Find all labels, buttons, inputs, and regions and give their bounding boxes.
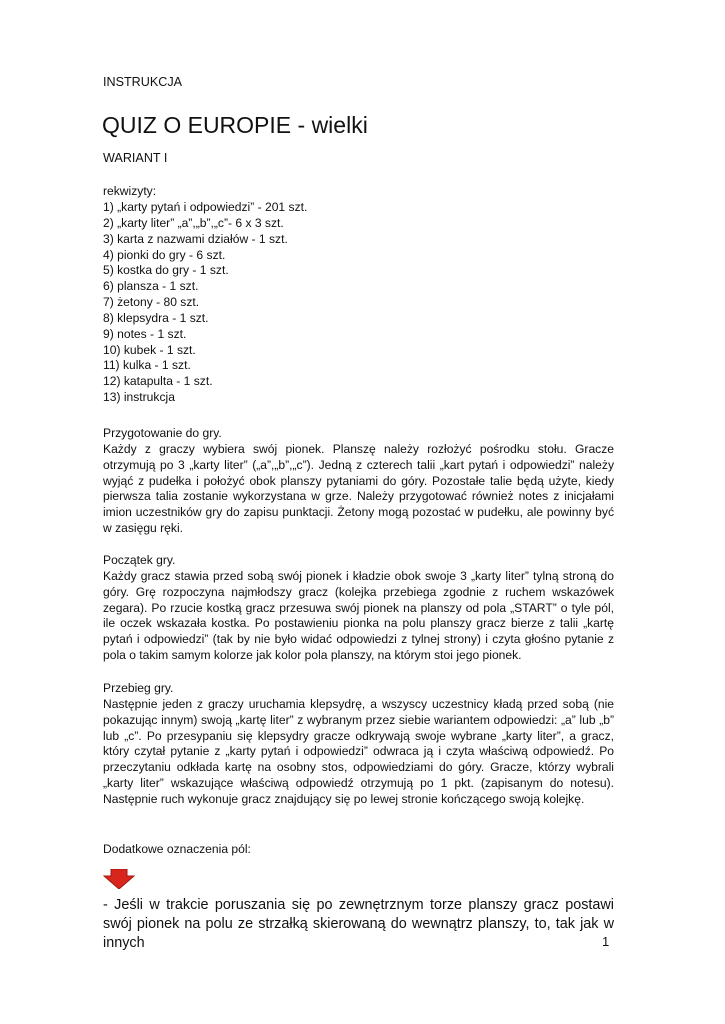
extra-fields-heading: Dodatkowe oznaczenia pól: xyxy=(103,842,251,856)
list-item: 12) katapulta - 1 szt. xyxy=(103,374,213,389)
list-item: 3) karta z nazwami działów - 1 szt. xyxy=(103,231,288,246)
list-item: 8) klepsydra - 1 szt. xyxy=(103,310,209,325)
preparation-text: Każdy z graczy wybiera swój pionek. Planszę należy rozłożyć pośrodku stołu. Gracze otrzymują po 3 „karty liter” („a”,„b”,„c”). Jedną z czterech talii „kart pytań i odpowiedzi” należy wyjąć z pudełka i położyć obok planszy pytaniami do góry. Pozostałe talie będą użyte, kiedy pierwsza talia zostanie wykorzystana w grze. Należy przygotować również notes z inicjałami imion uczestników gry do zapisu punktacji. Żetony mogą pozostać w pudełku, ale powinny być w zasięgu ręki. xyxy=(103,441,614,536)
course-text: Następnie jeden z graczy uruchamia klepsydrę, a wszyscy uczestnicy kładą przed sobą (nie pokazując innym) swoją „kartę liter” z wybranym przez siebie wariantem odpowiedzi: „a” lub „b” lub „c”. Po przesypaniu się klepsydry gracze odkrywają swoje wybrane „karty liter”, a gracz, który czytał pytanie z „karty pytań i odpowiedzi” odwraca ją i czyta właściwą odpowiedź. Po przeczytaniu odkłada kartę na osobny stos, odpowiedziami do góry. Gracze, którzy wybrali „karty liter” wskazujące właściwą odpowiedź otrzymują po 1 pkt. (zapisanym do notesu). Następnie ruch wykonuje gracz znajdujący się po lewej stronie kończącego swoją kolejkę. xyxy=(103,696,614,806)
props-heading: rekwizyty: xyxy=(103,184,157,198)
list-item: 13) instrukcja xyxy=(103,390,175,405)
arrow-field-description: - Jeśli w trakcie poruszania się po zewnętrznym torze planszy gracz postawi swój pionek na polu ze strzałką skierowaną do wewnątrz planszy, to, tak jak w innych xyxy=(103,897,614,951)
list-item: 2) „karty liter” „a”,„b”,„c”- 6 x 3 szt. xyxy=(103,215,284,230)
list-item: 7) żetony - 80 szt. xyxy=(103,295,200,310)
preparation-section xyxy=(103,426,614,537)
list-item: 1) „karty pytań i odpowiedzi” - 201 szt. xyxy=(103,200,308,214)
course-heading: Przebieg gry. xyxy=(103,681,174,695)
page-number: 1 xyxy=(602,934,610,949)
start-text: Każdy gracz stawia przed sobą swój pionek i kładzie obok swoje 3 „karty liter” tylną stroną do góry. Grę rozpoczyna najmłodszy gracz (kolejka przebiega zgodnie z ruchem wskazówek zegara). Po rzucie kostką gracz przesuwa swój pionek na planszy od pola „START” o tyle pól, ile oczek wskazała kostka. Po postawieniu pionka na polu planszy gracz bierze z talii „kartę pytań i odpowiedzi” (tak by nie było widać odpowiedzi z tylnej strony) i czyta głośno pytanie z pola o takim samym kolorze jak kolor pola planszy, na którym stoi jego pionek. xyxy=(103,568,614,663)
start-section xyxy=(103,553,614,664)
start-heading: Początek gry. xyxy=(103,553,176,567)
list-item: 4) pionki do gry - 6 szt. xyxy=(103,247,226,262)
document-header: INSTRUKCJA xyxy=(103,75,183,89)
red-down-arrow-icon xyxy=(103,869,135,889)
list-item: 6) plansza - 1 szt. xyxy=(103,279,199,294)
variant-label: WARIANT I xyxy=(103,151,168,165)
props-list xyxy=(103,200,307,406)
list-item: 9) notes - 1 szt. xyxy=(103,326,187,341)
page-title: QUIZ O EUROPIE - wielki xyxy=(102,112,368,138)
list-item: 5) kostka do gry - 1 szt. xyxy=(103,263,229,278)
course-section xyxy=(103,681,614,808)
list-item: 10) kubek - 1 szt. xyxy=(103,342,196,357)
list-item: 11) kulka - 1 szt. xyxy=(103,358,191,373)
preparation-heading: Przygotowanie do gry. xyxy=(103,426,222,440)
